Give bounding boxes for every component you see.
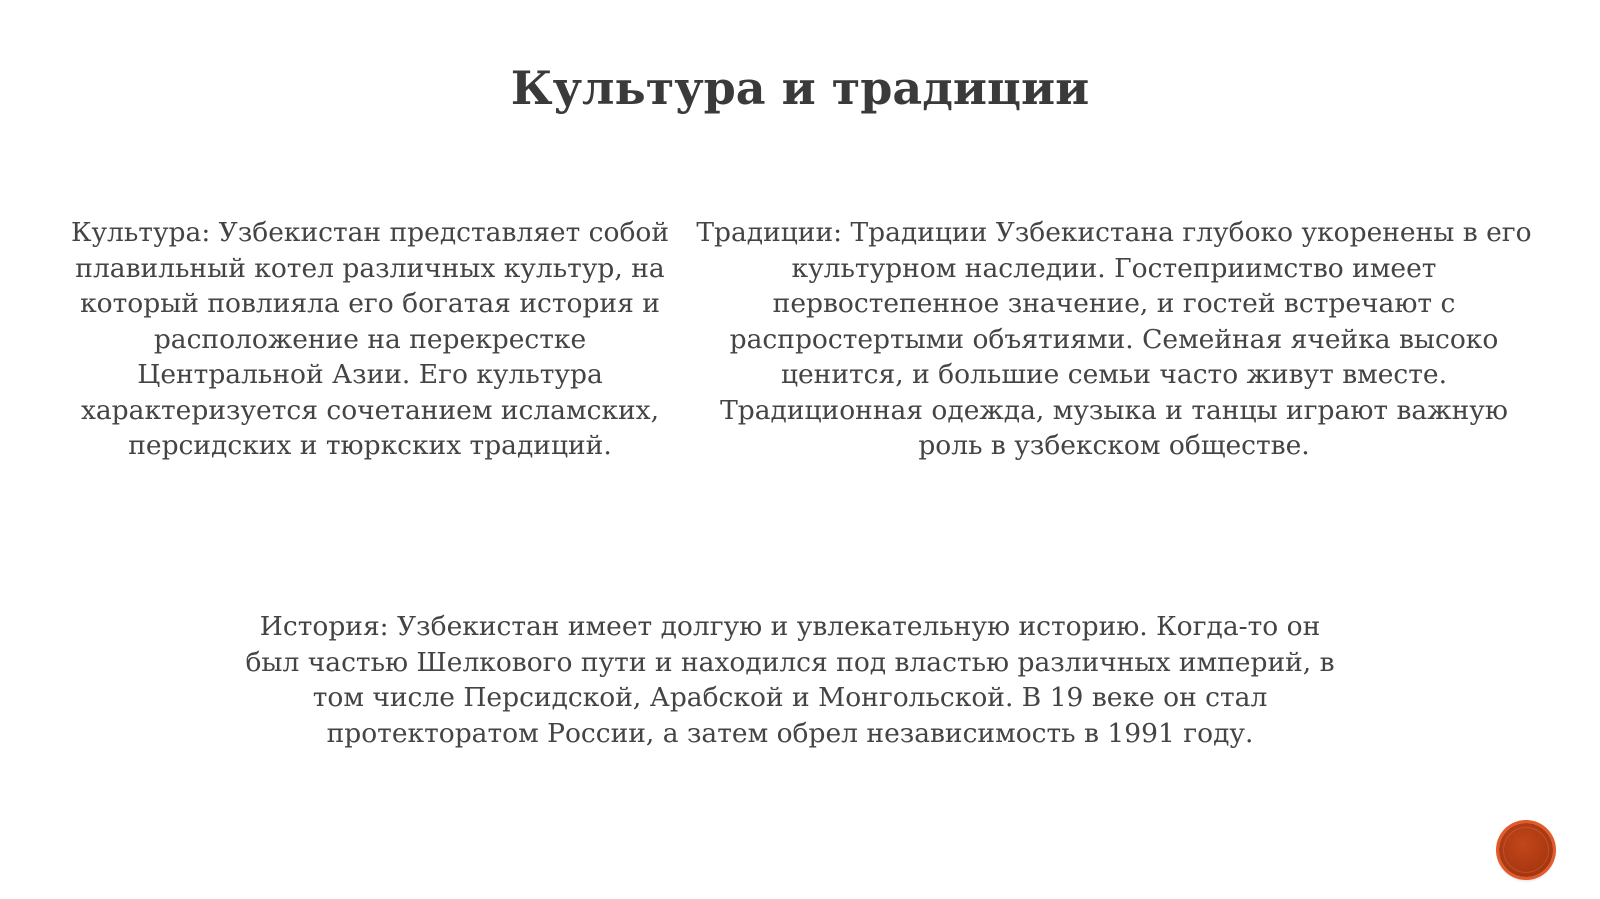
slide-title: Культура и традиции: [510, 61, 1090, 115]
culture-text: Культура: Узбекистан представляет собой плавильный котел различных культур, на который повлияла его богатая история и расположение на перекрестке Центральной Азии. Его культура характеризуется сочетанием исламских, персидских и тюркских традиций.: [70, 217, 670, 461]
slide-nav-button[interactable]: [1499, 823, 1553, 877]
traditions-text: Традиции: Традиции Узбекистана глубоко укоренены в его культурном наследии. Гостеприимство имеет первостепенное значение, и гостей встречают с распростертыми объятиями. Семейная ячейка высоко ценится, и большие семьи часто живут вместе. Традиционная одежда, музыка и танцы играют важную роль в узбекском обществе.: [696, 217, 1532, 461]
history-text: История: Узбекистан имеет долгую и увлекательную историю. Когда-то он был частью Шелкового пути и находился под властью различных империй, в том числе Персидской, Арабской и Монгольской. В 19 веке он стал протекторатом России, а затем обрел независимость в 1991 году.: [245, 611, 1335, 749]
